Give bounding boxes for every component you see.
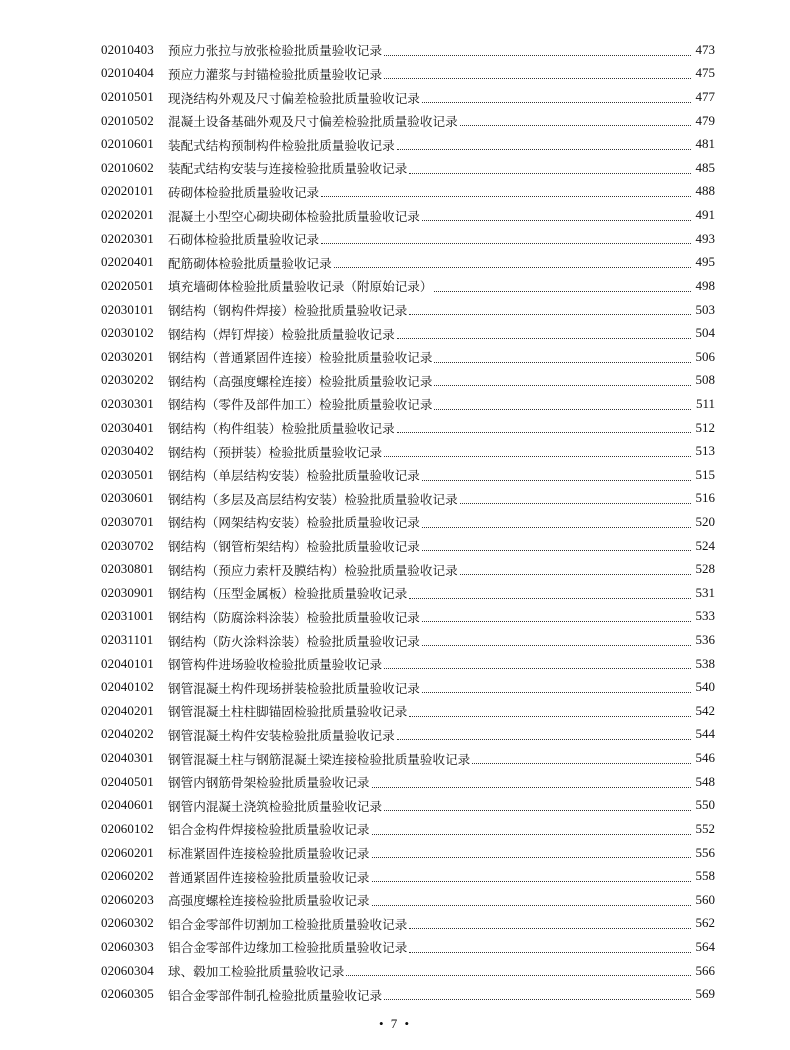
toc-entry-title: 标准紧固件连接检验批质量验收记录 [168,846,370,862]
toc-entry-code: 02020201 [101,207,154,223]
toc-entry-page-number: 475 [695,65,715,81]
toc-entry-code: 02030601 [101,490,154,506]
toc-entry[interactable] [101,888,715,912]
toc-entry[interactable] [101,581,715,605]
toc-entry-title: 钢结构（零件及部件加工）检验批质量验收记录 [168,397,433,413]
toc-entry[interactable] [101,912,715,936]
toc-entry[interactable] [101,203,715,227]
toc-entry-title: 钢管内钢筋骨架检验批质量验收记录 [168,775,370,791]
toc-entry-title: 钢管混凝土构件现场拼装检验批质量验收记录 [168,680,420,696]
toc-dot-leader [384,998,691,1000]
toc-entry-title: 钢结构（预拼装）检验批质量验收记录 [168,444,383,460]
toc-dot-leader [346,974,691,976]
toc-entry-page-number: 533 [695,608,715,624]
toc-entry-title: 钢结构（高强度螺栓连接）检验批质量验收记录 [168,373,433,389]
toc-entry-title: 高强度螺栓连接检验批质量验收记录 [168,893,370,909]
toc-entry-page-number: 515 [695,466,715,482]
toc-entry-code: 02060305 [101,986,154,1002]
toc-entry-title: 钢结构（焊钉焊接）检验批质量验收记录 [168,326,395,342]
toc-entry-page-number: 479 [695,112,715,128]
toc-dot-leader [397,148,691,150]
page-number-footer: • 7 • [378,1016,412,1031]
toc-entry-code: 02030201 [101,348,154,364]
toc-entry-title: 钢管混凝土柱与钢筋混凝土梁连接检验批质量验收记录 [168,751,471,767]
toc-entry[interactable] [101,274,715,298]
toc-entry-title: 装配式结构安装与连接检验批质量验收记录 [168,161,408,177]
toc-dot-leader [460,502,691,504]
toc-entry-code: 02031001 [101,608,154,624]
toc-entry-code: 02060304 [101,962,154,978]
toc-entry-code: 02030901 [101,584,154,600]
toc-entry-title: 普通紧固件连接检验批质量验收记录 [168,869,370,885]
toc-entry[interactable] [101,463,715,487]
toc-entry[interactable] [101,723,715,747]
toc-entry-code: 02040101 [101,655,154,671]
toc-entry-page-number: 536 [695,632,715,648]
toc-dot-leader [422,101,691,103]
toc-entry[interactable] [101,227,715,251]
toc-entry-code: 02040102 [101,679,154,695]
toc-entry-code: 02060203 [101,891,154,907]
toc-entry-title: 钢管混凝土柱柱脚锚固检验批质量验收记录 [168,704,408,720]
toc-entry-title: 填充墙砌体检验批质量验收记录（附原始记录） [168,279,433,295]
toc-entry-page-number: 524 [695,537,715,553]
toc-entry-page-number: 531 [695,584,715,600]
toc-dot-leader [372,786,692,788]
toc-entry-title: 钢结构（预应力索杆及膜结构）检验批质量验收记录 [168,562,458,578]
toc-entry-code: 02040601 [101,797,154,813]
toc-entry[interactable] [101,794,715,818]
toc-entry[interactable] [101,250,715,274]
toc-entry[interactable] [101,557,715,581]
toc-entry-code: 02020401 [101,254,154,270]
toc-entry-title: 钢结构（网架结构安装）检验批质量验收记录 [168,515,420,531]
toc-entry-title: 装配式结构预制构件检验批质量验收记录 [168,137,395,153]
toc-entry-code: 02010602 [101,159,154,175]
toc-entry-code: 02030501 [101,466,154,482]
toc-entry[interactable] [101,345,715,369]
toc-entry-title: 预应力张拉与放张检验批质量验收记录 [168,43,383,59]
toc-entry[interactable] [101,156,715,180]
toc-entry[interactable] [101,298,715,322]
toc-entry-code: 02020101 [101,183,154,199]
toc-entry-title: 钢结构（防腐涂料涂装）检验批质量验收记录 [168,609,420,625]
toc-entry-page-number: 498 [695,277,715,293]
toc-entry[interactable] [101,510,715,534]
toc-entry-title: 铝合金零部件制孔检验批质量验收记录 [168,987,383,1003]
toc-entry[interactable] [101,180,715,204]
toc-entry[interactable] [101,321,715,345]
toc-dot-leader [372,880,692,882]
toc-entry-page-number: 511 [695,395,715,411]
toc-entry-title: 钢管混凝土构件安装检验批质量验收记录 [168,727,395,743]
toc-dot-leader [384,667,691,669]
toc-entry-title: 钢结构（普通紧固件连接）检验批质量验收记录 [168,350,433,366]
toc-entry[interactable] [101,534,715,558]
toc-entry-page-number: 552 [695,820,715,836]
toc-dot-leader [372,833,692,835]
toc-entry[interactable] [101,864,715,888]
toc-entry[interactable] [101,652,715,676]
toc-entry-title: 现浇结构外观及尺寸偏差检验批质量验收记录 [168,90,420,106]
toc-dot-leader [409,313,691,315]
toc-dot-leader [422,644,691,646]
toc-entry-code: 02040201 [101,702,154,718]
toc-entry[interactable] [101,439,715,463]
toc-entry-title: 混凝土小型空心砌块砌体检验批质量验收记录 [168,208,420,224]
toc-entry-page-number: 503 [695,301,715,317]
toc-entry-page-number: 569 [695,986,715,1002]
toc-dot-leader [409,597,691,599]
toc-entry-code: 02060303 [101,938,154,954]
toc-entry-code: 02060102 [101,820,154,836]
toc-dot-leader [460,124,691,126]
toc-entry-code: 02030801 [101,561,154,577]
table-of-contents [101,38,715,1006]
toc-entry-code: 02040301 [101,750,154,766]
toc-dot-leader [422,479,691,481]
toc-entry-page-number: 488 [695,183,715,199]
toc-entry-page-number: 508 [695,372,715,388]
toc-entry-page-number: 512 [695,419,715,435]
toc-entry-code: 02040501 [101,773,154,789]
toc-entry-title: 球、毂加工检验批质量验收记录 [168,964,345,980]
toc-dot-leader [422,219,691,221]
toc-entry[interactable] [101,959,715,983]
toc-entry[interactable] [101,487,715,511]
toc-entry-title: 钢结构（钢构件焊接）检验批质量验收记录 [168,303,408,318]
toc-dot-leader [409,172,691,174]
toc-entry-code: 02010404 [101,65,154,81]
toc-entry-title: 钢结构（单层结构安装）检验批质量验收记录 [168,468,420,484]
toc-entry-code: 02030701 [101,513,154,529]
toc-entry-title: 钢结构（压型金属板）检验批质量验收记录 [168,586,408,602]
toc-entry-page-number: 495 [695,254,715,270]
toc-entry[interactable] [101,369,715,393]
toc-entry-page-number: 528 [695,561,715,577]
toc-dot-leader [434,384,691,386]
toc-entry-code: 02060302 [101,915,154,931]
toc-entry-code: 02060201 [101,844,154,860]
toc-entry-page-number: 550 [695,797,715,813]
toc-entry-title: 钢结构（构件组装）检验批质量验收记录 [168,421,395,437]
toc-entry-page-number: 542 [695,702,715,718]
toc-entry-page-number: 548 [695,773,715,789]
toc-entry-code: 02030101 [101,301,154,317]
toc-entry-page-number: 504 [695,325,715,341]
toc-dot-leader [409,951,691,953]
toc-dot-leader [472,762,691,764]
toc-dot-leader [384,54,691,56]
toc-dot-leader [409,715,691,717]
toc-entry-title: 铝合金构件焊接检验批质量验收记录 [168,822,370,838]
toc-dot-leader [422,526,691,528]
toc-entry-page-number: 493 [695,230,715,246]
toc-entry-page-number: 513 [695,443,715,459]
toc-entry[interactable] [101,982,715,1006]
toc-entry[interactable] [101,392,715,416]
toc-dot-leader [384,77,691,79]
toc-dot-leader [422,549,691,551]
toc-entry-code: 02030202 [101,372,154,388]
toc-entry[interactable] [101,746,715,770]
toc-dot-leader [434,361,691,363]
toc-entry-page-number: 485 [695,159,715,175]
toc-dot-leader [384,455,691,457]
toc-entry[interactable] [101,109,715,133]
toc-entry-page-number: 481 [695,136,715,152]
toc-entry-page-number: 546 [695,750,715,766]
toc-entry-code: 02060202 [101,868,154,884]
toc-dot-leader [321,195,691,197]
toc-entry[interactable] [101,628,715,652]
toc-entry-page-number: 560 [695,891,715,907]
toc-dot-leader [397,337,691,339]
toc-entry[interactable] [101,699,715,723]
toc-dot-leader [460,573,691,575]
toc-entry-title: 钢结构（防火涂料涂装）检验批质量验收记录 [168,633,420,649]
toc-entry[interactable] [101,132,715,156]
toc-entry[interactable] [101,605,715,629]
toc-entry-page-number: 491 [695,207,715,223]
toc-entry-code: 02010601 [101,136,154,152]
toc-entry-page-number: 562 [695,915,715,931]
toc-dot-leader [434,290,691,292]
toc-entry[interactable] [101,817,715,841]
toc-dot-leader [422,691,691,693]
toc-entry-page-number: 477 [695,89,715,105]
toc-entry-code: 02031101 [101,632,154,648]
toc-entry-page-number: 506 [695,348,715,364]
toc-entry-code: 02010403 [101,41,154,57]
toc-entry-title: 配筋砌体检验批质量验收记录 [168,255,332,271]
toc-entry-page-number: 540 [695,679,715,695]
toc-entry-code: 02030301 [101,395,154,411]
toc-entry-code: 02040202 [101,726,154,742]
toc-entry[interactable] [101,935,715,959]
toc-entry-page-number: 564 [695,938,715,954]
toc-dot-leader [372,856,692,858]
toc-entry[interactable] [101,841,715,865]
toc-entry-title: 预应力灌浆与封锚检验批质量验收记录 [168,66,383,82]
toc-dot-leader [321,242,691,244]
toc-entry-page-number: 556 [695,844,715,860]
toc-entry-code: 02030401 [101,419,154,435]
toc-entry-title: 钢结构（钢管桁架结构）检验批质量验收记录 [168,539,420,555]
toc-entry-title: 铝合金零部件边缘加工检验批质量验收记录 [168,940,408,956]
toc-dot-leader [434,408,691,410]
toc-dot-leader [372,904,692,906]
toc-entry-title: 钢结构（多层及高层结构安装）检验批质量验收记录 [168,491,458,507]
toc-entry-title: 钢管内混凝土浇筑检验批质量验收记录 [168,798,383,814]
toc-entry-title: 砖砌体检验批质量验收记录 [168,184,320,200]
toc-entry[interactable] [101,770,715,794]
toc-entry-title: 混凝土设备基础外观及尺寸偏差检验批质量验收记录 [168,114,458,130]
toc-entry-code: 02030102 [101,325,154,341]
toc-entry-code: 02030702 [101,537,154,553]
toc-entry-page-number: 566 [695,962,715,978]
toc-entry-page-number: 558 [695,868,715,884]
toc-entry-code: 02010501 [101,89,154,105]
toc-entry-code: 02010502 [101,112,154,128]
toc-entry-page-number: 544 [695,726,715,742]
toc-entry-page-number: 520 [695,513,715,529]
toc-dot-leader [397,738,691,740]
toc-entry[interactable] [101,38,715,62]
toc-entry-title: 铝合金零部件切割加工检验批质量验收记录 [168,916,408,932]
toc-entry[interactable] [101,62,715,86]
toc-dot-leader [334,266,691,268]
toc-entry-page-number: 516 [695,490,715,506]
toc-dot-leader [422,620,691,622]
toc-entry[interactable] [101,675,715,699]
toc-entry-code: 02020501 [101,277,154,293]
toc-dot-leader [397,431,691,433]
toc-entry-code: 02030402 [101,443,154,459]
toc-entry-title: 石砌体检验批质量验收记录 [168,232,320,248]
toc-dot-leader [384,809,691,811]
toc-entry-page-number: 538 [695,655,715,671]
toc-entry[interactable] [101,85,715,109]
toc-entry[interactable] [101,416,715,440]
toc-entry-code: 02020301 [101,230,154,246]
toc-dot-leader [409,927,691,929]
toc-entry-title: 钢管构件进场验收检验批质量验收记录 [168,657,383,673]
toc-entry-page-number: 473 [695,41,715,57]
